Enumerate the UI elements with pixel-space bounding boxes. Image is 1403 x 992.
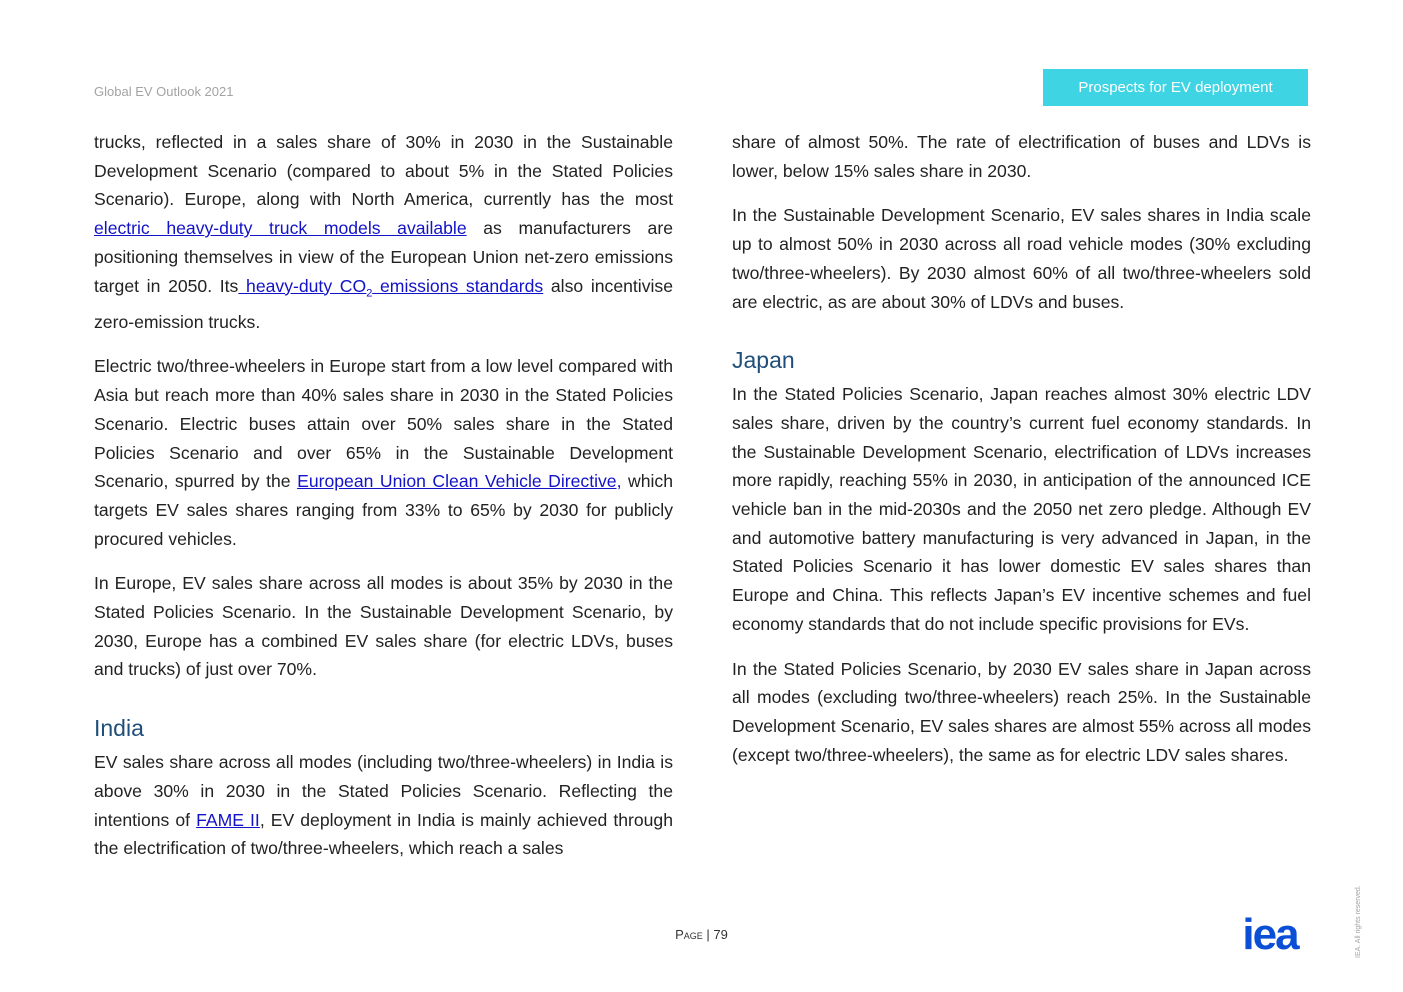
paragraph-text: also incentivise zero-emission trucks. <box>94 275 674 332</box>
paragraph <box>94 128 673 336</box>
paragraph <box>94 352 673 553</box>
page-number <box>0 927 1403 942</box>
fame-ii-link[interactable]: FAME II <box>196 809 260 830</box>
paragraph-text: trucks, reflected in a sales share of 30% in 2030 in the Sustainable Development Scenario (compared to about 5% in the Stated Policies Scenario). Europe, along with North America, currently has the most <box>94 132 673 210</box>
paragraph <box>94 748 673 863</box>
paragraph: share of almost 50%. The rate of electrification of buses and LDVs is lower, below 15% sales share in 2030. <box>732 132 1311 181</box>
page-label: Page <box>675 927 703 942</box>
link-text: heavy-duty CO <box>238 275 367 296</box>
iea-logo-text: iea <box>1242 916 1298 954</box>
left-column <box>94 128 673 879</box>
india-heading: India <box>94 715 144 742</box>
paragraph-text: EV sales share across all modes (including two/three-wheelers) in India is above 30% in 2030 in the Stated Policies Scenario. Reflecting the intentions of <box>94 752 673 830</box>
running-title: Global EV Outlook 2021 <box>94 84 234 99</box>
section-tab: Prospects for EV deployment <box>1043 69 1308 106</box>
paragraph-text: which targets EV sales shares ranging from 33% to 65% by 2030 for publicly procured vehicles. <box>94 471 673 549</box>
paragraph: In the Stated Policies Scenario, by 2030 EV sales share in Japan across all modes (excluding two/three-wheelers) reach 25%. In the Sustainable Development Scenario, EV sales shares are almost 55% across all modes (except two/three-wheelers), the same as for electric LDV sales shares. <box>732 658 1311 765</box>
clean-vehicle-directive-link[interactable]: European Union Clean Vehicle Directive, <box>297 471 622 492</box>
subscript: 2 <box>366 287 373 300</box>
right-column <box>732 128 1311 785</box>
paragraph-text: Electric two/three-wheelers in Europe start from a low level compared with Asia but reach more than 40% sales share in 2030 in the Stated Policies Scenario. Electric buses attain over 50% sales share in the Stated Policies Scenario and over 65% in the Sustainable Development Scenario, spurred by the <box>94 356 673 492</box>
iea-logo <box>1230 916 1310 954</box>
paragraph: In Europe, EV sales share across all modes is about 35% by 2030 in the Stated Policies Scenario. In the Sustainable Development Scenario, by 2030, Europe has a combined EV sales share (for electric LDVs, buses and trucks) of just over 70%. <box>94 573 673 680</box>
paragraph-text: , EV deployment in India is mainly achieved through the electrification of two/three-wheelers, which reach a sales <box>94 809 673 859</box>
paragraph: In the Sustainable Development Scenario, EV sales shares in India scale up to almost 50% in 2030 across all road vehicle modes (30% excluding two/three-wheelers). By 2030 almost 60% of all two/three-wheelers sold are electric, as are about 30% of LDVs and buses. <box>732 205 1311 312</box>
paragraph-text: as manufacturers are positioning themselves in view of the European Union net-zero emissions target in 2050. Its <box>94 218 673 296</box>
paragraph: In the Stated Policies Scenario, Japan reaches almost 30% electric LDV sales share, driven by the country’s current fuel economy standards. In the Sustainable Development Scenario, electrification of LDVs increases more rapidly, reaching 55% in 2030, in anticipation of the announced ICE vehicle ban in the mid-2030s and the 2050 net zero pledge. Although EV and automotive battery manufacturing is very advanced in Japan, in the Stated Policies Scenario it has lower domestic EV sales shares than Europe and China. This reflects Japan’s EV incentive schemes and fuel economy standards that do not include specific provisions for EVs. <box>732 384 1311 634</box>
link-text: emissions standards <box>372 275 544 296</box>
japan-heading: Japan <box>732 347 795 374</box>
heavy-duty-truck-models-link[interactable]: electric heavy-duty truck models available <box>94 218 467 239</box>
page-number-value: 79 <box>713 927 728 942</box>
rights-notice: IEA. All rights reserved. <box>1355 885 1362 958</box>
co2-emissions-standards-link[interactable] <box>238 275 544 300</box>
page-separator: | <box>702 927 714 942</box>
